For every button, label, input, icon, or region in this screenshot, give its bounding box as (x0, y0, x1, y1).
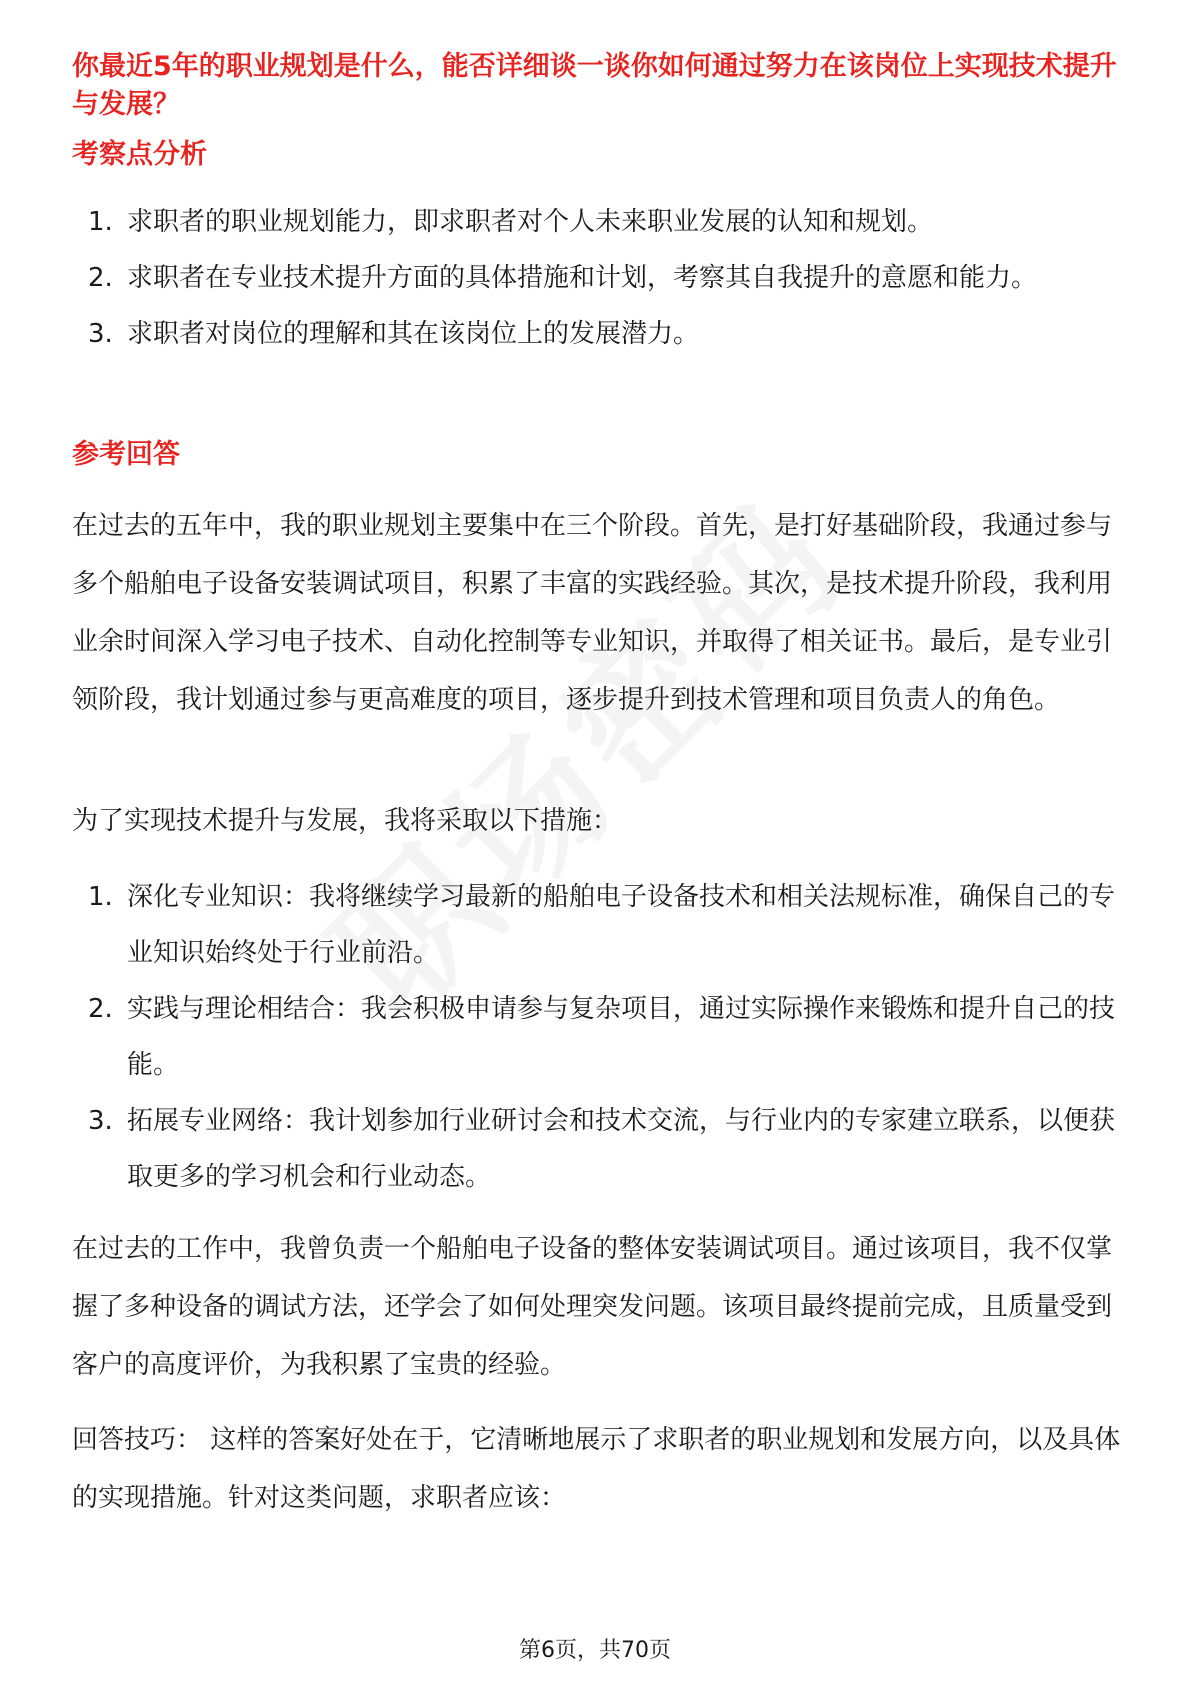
measures-list (72, 869, 1122, 1205)
list-text: 深化专业知识：我将继续学习最新的船舶电子设备技术和相关法规标准，确保自己的专业知识始终处于行业前沿。 (127, 882, 1116, 968)
list-number: 2. (88, 263, 113, 293)
list-item (72, 306, 1122, 362)
list-number: 2. (88, 994, 113, 1024)
list-number: 3. (88, 319, 113, 349)
list-item (72, 981, 1122, 1093)
analysis-title: 考察点分析 (72, 139, 207, 170)
answer-title: 参考回答 (72, 439, 180, 470)
list-text: 实践与理论相结合：我会积极申请参与复杂项目，通过实际操作来锻炼和提升自己的技能。 (127, 994, 1116, 1080)
list-text: 拓展专业网络：我计划参加行业研讨会和技术交流，与行业内的专家建立联系，以便获取更多的学习机会和行业动态。 (127, 1106, 1116, 1192)
list-item (72, 1093, 1122, 1205)
answer-paragraph-1: 在过去的五年中，我的职业规划主要集中在三个阶段。首先，是打好基础阶段，我通过参与多个船舶电子设备安装调试项目，积累了丰富的实践经验。其次，是技术提升阶段，我利用业余时间深入学习电子技术、自动化控制等专业知识，并取得了相关证书。最后，是专业引领阶段，我计划通过参与更高难度的项目，逐步提升到技术管理和项目负责人的角色。 (72, 511, 1113, 715)
answer-paragraph-4: 回答技巧： 这样的答案好处在于，它清晰地展示了求职者的职业规划和发展方向，以及具体的实现措施。针对这类问题，求职者应该： (72, 1425, 1121, 1513)
list-text: 求职者的职业规划能力，即求职者对个人未来职业发展的认知和规划。 (127, 207, 934, 237)
list-item (72, 250, 1122, 306)
list-text: 求职者在专业技术提升方面的具体措施和计划，考察其自我提升的意愿和能力。 (127, 263, 1038, 293)
list-number: 3. (88, 1106, 113, 1136)
list-item (72, 869, 1122, 981)
page-footer: 第6页，共70页 (519, 1638, 671, 1663)
list-number: 1. (88, 207, 113, 237)
list-number: 1. (88, 882, 113, 912)
answer-paragraph-3: 在过去的工作中，我曾负责一个船舶电子设备的整体安装调试项目。通过该项目，我不仅掌握了多种设备的调试方法，还学会了如何处理突发问题。该项目最终提前完成，且质量受到客户的高度评价，为我积累了宝贵的经验。 (72, 1234, 1113, 1380)
answer-paragraph-2: 为了实现技术提升与发展，我将采取以下措施： (72, 806, 619, 836)
question-heading: 你最近5年的职业规划是什么，能否详细谈一谈你如何通过努力在该岗位上实现技术提升与发展？ (72, 51, 1117, 120)
analysis-list (72, 194, 1122, 362)
list-item (72, 194, 1122, 250)
list-text: 求职者对岗位的理解和其在该岗位上的发展潜力。 (127, 319, 700, 349)
